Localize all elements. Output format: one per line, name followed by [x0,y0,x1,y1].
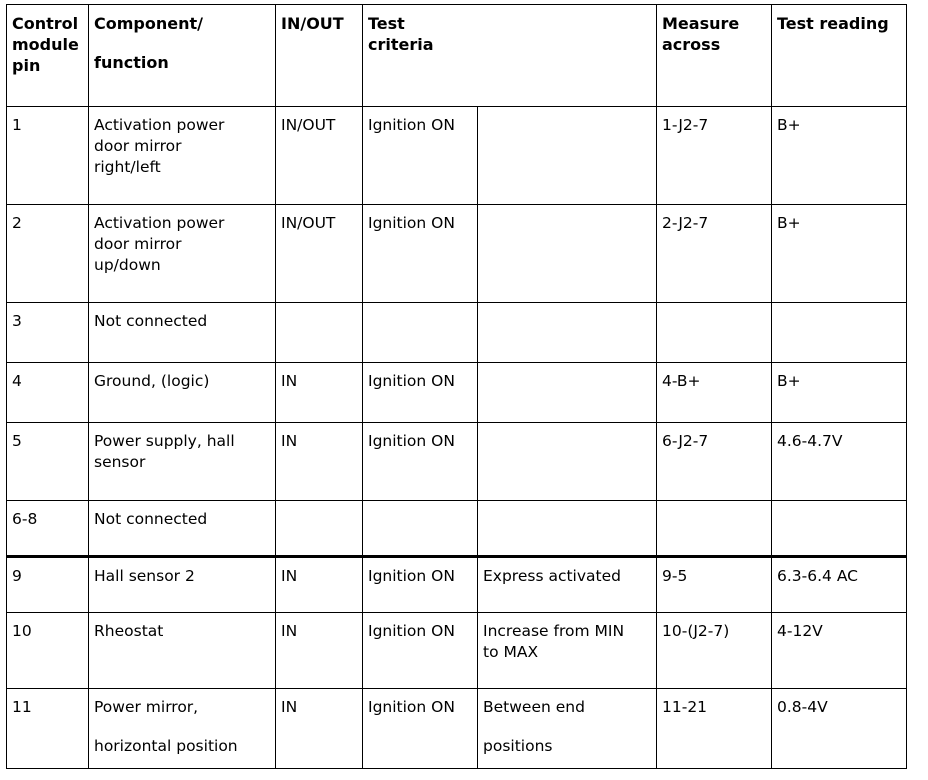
cell-condition: Ignition ON [363,557,478,613]
table-row [7,613,907,689]
cell-condition: Ignition ON [363,107,478,205]
cell-action: Express activated [478,557,657,613]
table-row [7,423,907,501]
cell-measure: 1-J2-7 [657,107,772,205]
table-header-row [7,5,907,107]
cell-action [478,423,657,501]
header-component-function: Component/ function [89,5,276,107]
cell-reading: 4-12V [772,613,907,689]
cell-reading: B+ [772,205,907,303]
cell-pin: 4 [7,363,89,423]
cell-component: Activation power door mirror up/down [89,205,276,303]
cell-reading: 4.6-4.7V [772,423,907,501]
cell-action: Increase from MIN to MAX [478,613,657,689]
cell-pin: 9 [7,557,89,613]
cell-condition [363,501,478,557]
cell-condition: Ignition ON [363,205,478,303]
cell-in-out: IN [276,557,363,613]
cell-component: Hall sensor 2 [89,557,276,613]
cell-pin: 1 [7,107,89,205]
cell-in-out: IN [276,423,363,501]
cell-reading [772,303,907,363]
cell-condition: Ignition ON [363,423,478,501]
header-test-reading: Test reading [772,5,907,107]
cell-action [478,501,657,557]
cell-measure: 4-B+ [657,363,772,423]
cell-pin: 3 [7,303,89,363]
cell-in-out [276,501,363,557]
cell-pin: 2 [7,205,89,303]
cell-reading: B+ [772,363,907,423]
cell-action [478,303,657,363]
cell-component: Not connected [89,303,276,363]
cell-measure: 11-21 [657,689,772,769]
cell-in-out: IN/OUT [276,205,363,303]
cell-condition [363,303,478,363]
pin-test-table [6,4,907,769]
cell-component: Ground, (logic) [89,363,276,423]
cell-reading: 6.3-6.4 AC [772,557,907,613]
table-row [7,689,907,769]
cell-action [478,363,657,423]
table-row [7,107,907,205]
cell-in-out: IN [276,613,363,689]
cell-measure: 9-5 [657,557,772,613]
table-row [7,363,907,423]
cell-reading [772,501,907,557]
header-test-criteria: Test criteria [363,5,657,107]
cell-component: Not connected [89,501,276,557]
table-row [7,205,907,303]
header-measure-across: Measure across [657,5,772,107]
header-control-module-pin: Control module pin [7,5,89,107]
cell-measure [657,303,772,363]
cell-action: Between end positions [478,689,657,769]
cell-in-out: IN [276,363,363,423]
cell-in-out: IN [276,689,363,769]
cell-measure: 10-(J2-7) [657,613,772,689]
cell-measure [657,501,772,557]
table-row [7,303,907,363]
cell-pin: 6-8 [7,501,89,557]
cell-measure: 2-J2-7 [657,205,772,303]
cell-measure: 6-J2-7 [657,423,772,501]
cell-component: Activation power door mirror right/left [89,107,276,205]
cell-pin: 5 [7,423,89,501]
header-in-out: IN/OUT [276,5,363,107]
cell-condition: Ignition ON [363,613,478,689]
table-row [7,557,907,613]
cell-component: Power supply, hall sensor [89,423,276,501]
cell-condition: Ignition ON [363,363,478,423]
cell-reading: 0.8-4V [772,689,907,769]
cell-component: Rheostat [89,613,276,689]
cell-reading: B+ [772,107,907,205]
cell-in-out: IN/OUT [276,107,363,205]
cell-condition: Ignition ON [363,689,478,769]
cell-action [478,205,657,303]
cell-in-out [276,303,363,363]
cell-component: Power mirror, horizontal position [89,689,276,769]
cell-pin: 11 [7,689,89,769]
cell-pin: 10 [7,613,89,689]
table-row [7,501,907,557]
cell-action [478,107,657,205]
